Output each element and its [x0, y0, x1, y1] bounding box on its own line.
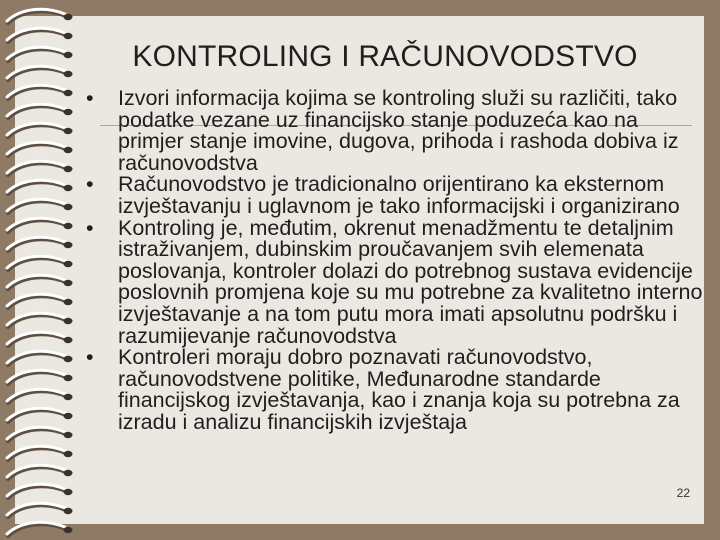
binding-ring-icon [7, 256, 73, 270]
binding-ring-icon [7, 351, 73, 365]
binding-ring-icon [7, 28, 73, 42]
binding-ring-icon [7, 522, 73, 536]
binding-ring-icon [7, 370, 73, 384]
binding-ring-icon [7, 180, 73, 194]
binding-ring-icon [7, 142, 73, 156]
binding-ring-icon [7, 427, 73, 441]
binding-ring-icon [7, 313, 73, 327]
binding-ring-icon [7, 218, 73, 232]
binding-ring-icon [7, 484, 73, 498]
bullet-item: • Računovodstvo je tradicionalno orijentirano ka eksternom izvještavanju i uglavnom je tako informacijski i organizirano [84, 174, 704, 217]
binding-ring-icon [7, 465, 73, 479]
binding-ring-icon [7, 199, 73, 213]
binding-ring-icon [7, 85, 73, 99]
binding-ring-icon [7, 66, 73, 80]
binding-ring-icon [7, 503, 73, 517]
bullet-list [84, 88, 704, 434]
slide-title: KONTROLING I RAČUNOVODSTVO [132, 40, 638, 73]
binding-ring-icon [7, 275, 73, 289]
binding-ring-icon [7, 389, 73, 403]
binding-ring-icon [7, 9, 73, 23]
binding-ring-icon [7, 294, 73, 308]
binding-ring-icon [7, 123, 73, 137]
binding-ring-icon [7, 332, 73, 346]
spiral-binding [0, 0, 90, 540]
binding-ring-icon [7, 161, 73, 175]
bullet-item: • Kontroling je, međutim, okrenut menadžmentu te detaljnim istraživanjem, dubinskim proučavanjem svih elemenata poslovanja, kontroler dolazi do potrebnog sustava evidencije poslovnih promjena koje su mu potrebne za kvalitetno interno izvještavanje a na tom putu mora imati apsolutnu podršku i razumijevanje računovodstva [84, 218, 704, 348]
binding-ring-icon [7, 408, 73, 422]
binding-ring-icon [7, 104, 73, 118]
binding-ring-icon [7, 237, 73, 251]
binding-ring-icon [7, 47, 73, 61]
binding-ring-icon [7, 446, 73, 460]
bullet-item: • Kontroleri moraju dobro poznavati računovodstvo, računovodstvene politike, Međunarodne standarde financijskog izvještavanja, kao i znanja koja su potrebna za izradu i analizu financijskih izvještaja [84, 347, 704, 433]
page-number: 22 [676, 486, 690, 500]
bullet-item: • Izvori informacija kojima se kontroling služi su različiti, tako podatke vezane uz financijsko stanje poduzeća kao na primjer stanje imovine, dugova, prihoda i rashoda dobiva iz računovodstva [84, 88, 704, 174]
